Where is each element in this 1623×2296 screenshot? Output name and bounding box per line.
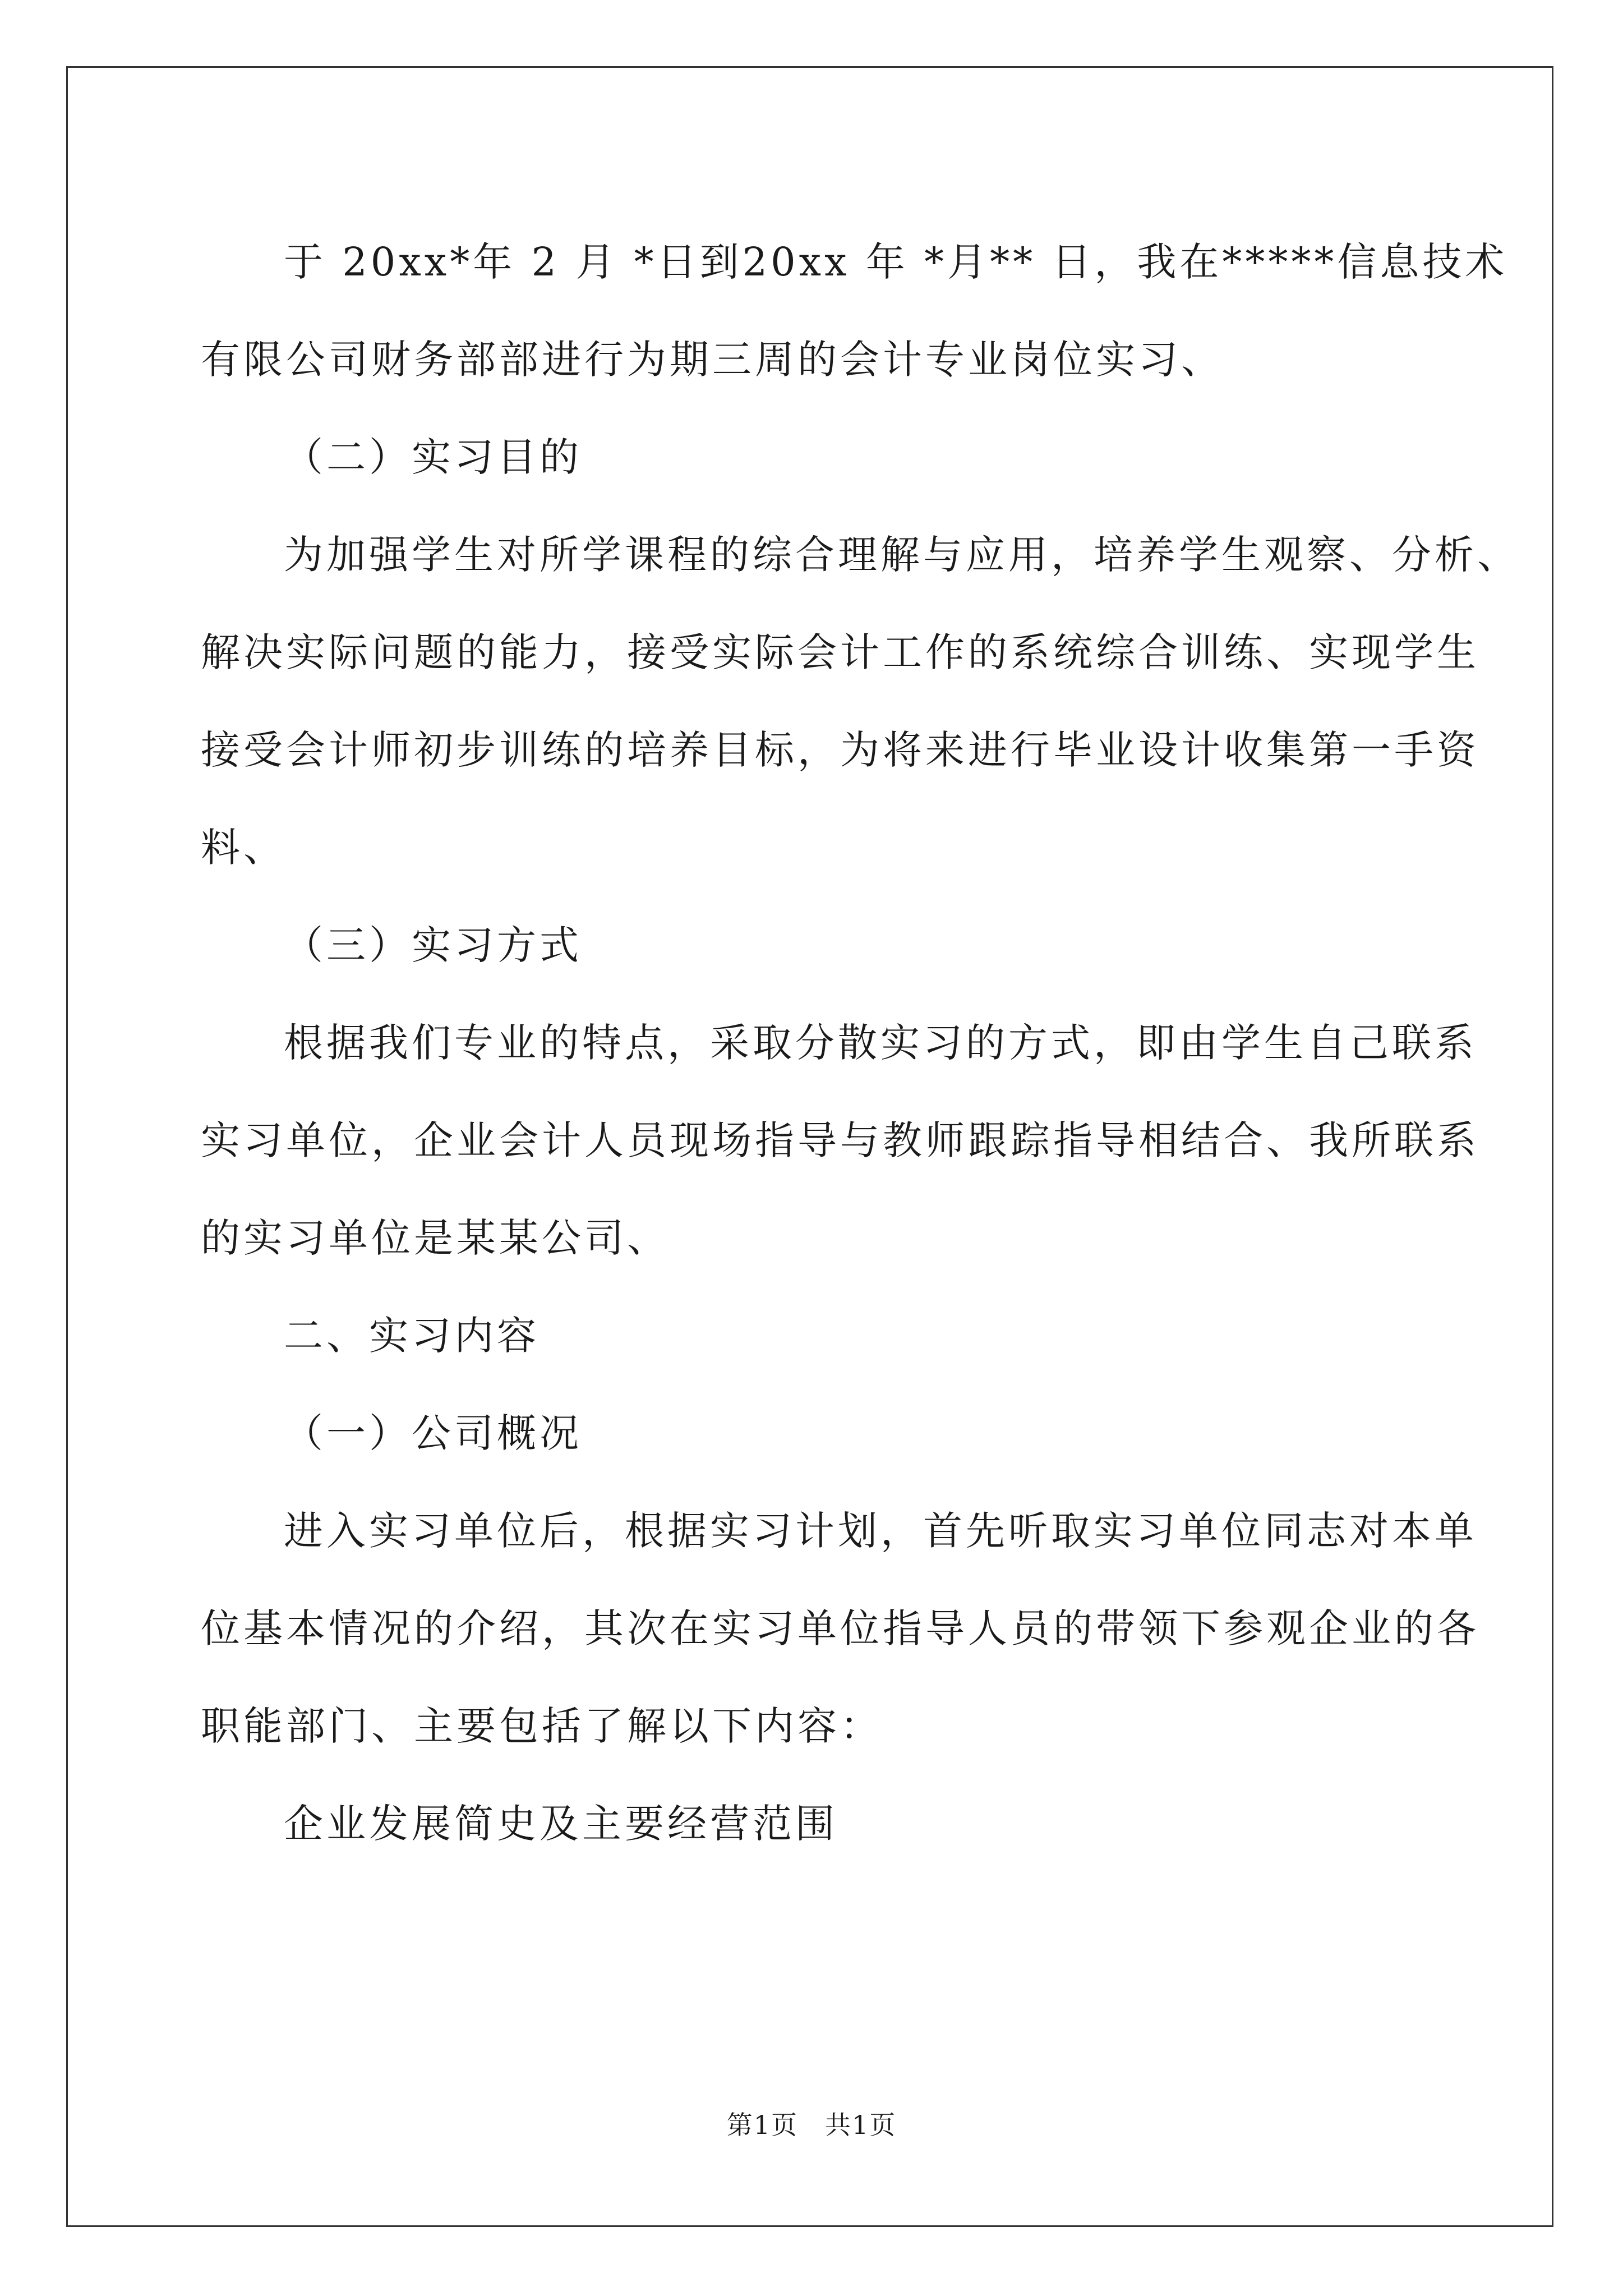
- section-heading: 二、实习内容: [284, 1313, 540, 1359]
- document-body: [201, 213, 1520, 1872]
- section-heading: （一）公司概况: [284, 1410, 582, 1456]
- paragraph-line: 为加强学生对所学课程的综合理解与应用，培养学生观察、分析、: [284, 532, 1520, 578]
- paragraph-line: 进入实习单位后，根据实习计划，首先听取实习单位同志对本单: [284, 1508, 1477, 1554]
- paragraph-line: 料、: [201, 825, 286, 871]
- paragraph-line: 职能部门、主要包括了解以下内容：: [201, 1703, 883, 1749]
- paragraph-line: 实习单位，企业会计人员现场指导与教师跟踪指导相结合、我所联系: [201, 1117, 1479, 1163]
- paragraph-line: 接受会计师初步训练的培养目标，为将来进行毕业设计收集第一手资: [201, 727, 1479, 773]
- section-heading: （三）实习方式: [284, 922, 582, 968]
- paragraph-line: 的实习单位是某某公司、: [201, 1215, 670, 1261]
- paragraph-line: 位基本情况的介绍，其次在实习单位指导人员的带领下参观企业的各: [201, 1605, 1479, 1651]
- paragraph-line: 解决实际问题的能力，接受实际会计工作的系统综合训练、实现学生: [201, 629, 1479, 675]
- paragraph-line: 企业发展简史及主要经营范围: [284, 1801, 838, 1847]
- paragraph-line: 根据我们专业的特点，采取分散实习的方式，即由学生自己联系: [284, 1020, 1477, 1066]
- page-total: 共1页: [825, 2110, 897, 2140]
- section-heading: （二）实习目的: [284, 434, 582, 480]
- paragraph-line: 有限公司财务部部进行为期三周的会计专业岗位实习、: [201, 337, 1224, 383]
- page-number: 第1页: [726, 2110, 798, 2140]
- page-footer: [0, 2108, 1623, 2142]
- paragraph-line: 于 20xx*年 2 月 *日到20xx 年 *月** 日，我在*****信息技术: [284, 239, 1508, 285]
